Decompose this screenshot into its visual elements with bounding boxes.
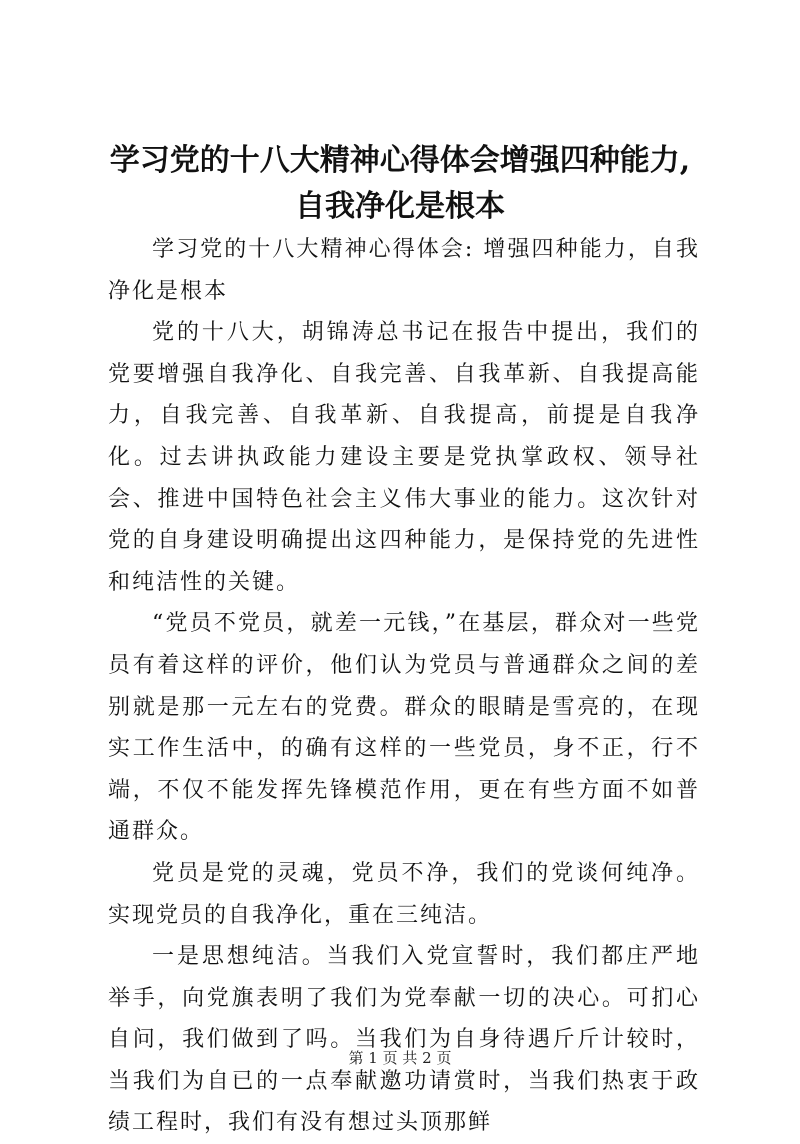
document-body bbox=[108, 229, 700, 1144]
page-number-footer: 第 1 页 共 2 页 bbox=[348, 1049, 452, 1067]
title-line-2: 自我净化是根本 bbox=[295, 189, 505, 224]
document-title bbox=[80, 138, 720, 230]
paragraph-soul: 党员是党的灵魂，党员不净，我们的党谈何纯净。实现党员的自我净化，重在三纯洁。 bbox=[108, 860, 700, 928]
paragraph-intro: 党的十八大，胡锦涛总书记在报告中提出，我们的党要增强自我净化、自我完善、自我革新、自我提高能力，自我完善、自我革新、自我提高，前提是自我净化。过去讲执政能力建设主要是党执掌政权、领导社会、推进中国特色社会主义伟大事业的能力。这次针对党的自身建设明确提出这四种能力，是保持党的先进性和纯洁性的关键。 bbox=[108, 320, 700, 595]
paragraph-quote: “党员不党员，就差一元钱，”在基层，群众对一些党员有着这样的评价，他们认为党员与普通群众之间的差别就是那一元左右的党费。群众的眼睛是雪亮的，在现实工作生活中，的确有这样的一些党员，身不正，行不端，不仅不能发挥先锋模范作用，更在有些方面不如普通群众。 bbox=[108, 611, 700, 845]
title-line-1: 学习党的十八大精神心得体会增强四种能力, bbox=[109, 143, 691, 178]
paragraph-thought-purity: 一是思想纯洁。当我们入党宣誓时，我们都庄严地举手，向党旗表明了我们为党奉献一切的决心。可扪心自问，我们做到了吗。当我们为自身待遇斤斤计较时，当我们为自已的一点奉献邀功请赏时，当我们热衷于政绩工程时，我们有没有想过头顶那鲜 bbox=[108, 944, 700, 1136]
paragraph-subtitle: 学习党的十八大精神心得体会: 增强四种能力，自我净化是根本 bbox=[108, 237, 700, 304]
